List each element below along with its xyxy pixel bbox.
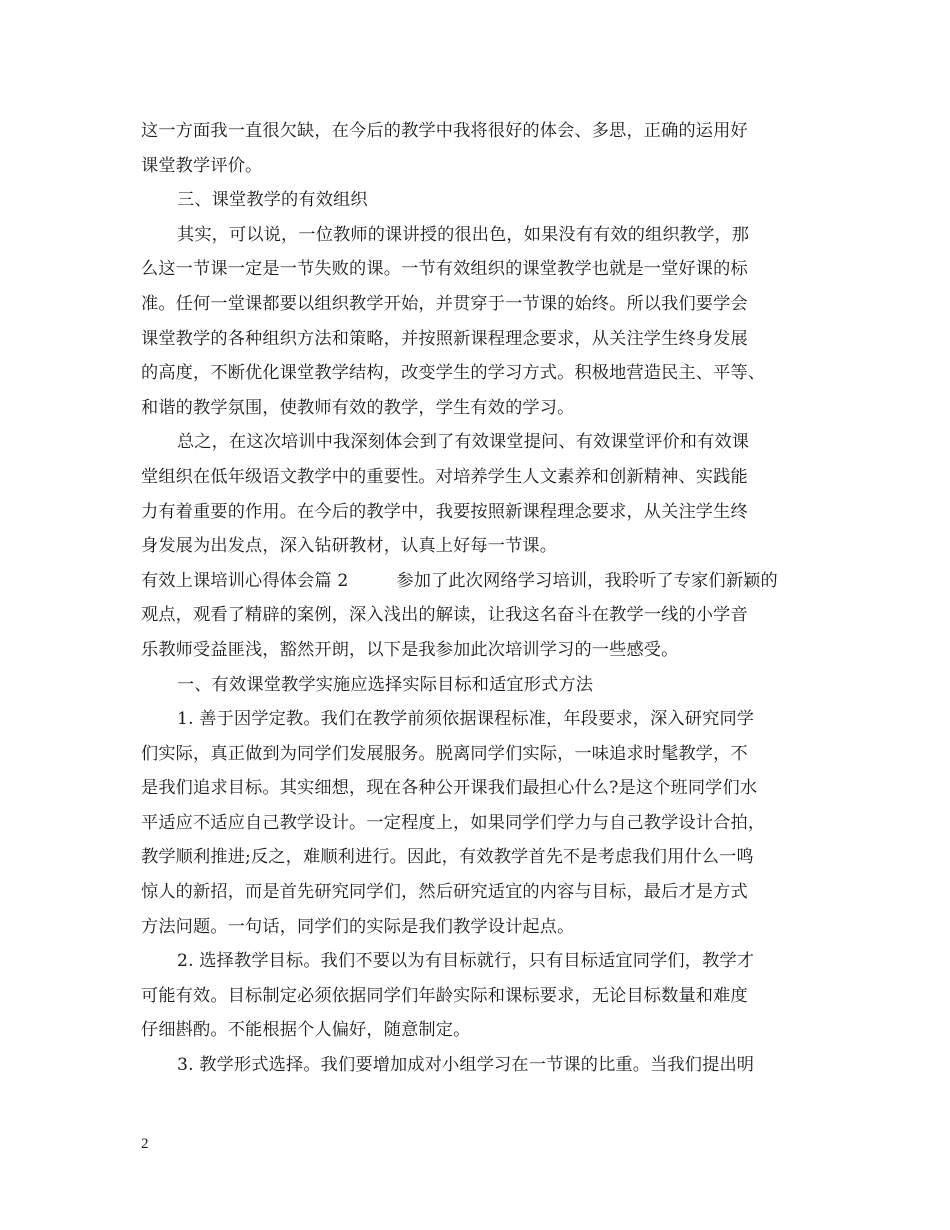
text-line: [141, 875, 821, 910]
text-line-content: 身发展为出发点，深入钻研教材，认真上好每一节课。: [141, 536, 558, 557]
text-line: [141, 391, 821, 426]
text-line: [141, 633, 821, 668]
text-line-content: 惊人的新招，而是首先研究同学们，然后研究适宜的内容与目标，最后才是方式: [141, 882, 748, 903]
text-line-content: 3. 教学形式选择。我们要增加成对小组学习在一节课的比重。当我们提出明: [177, 1055, 755, 1076]
text-line-content: 堂组织在低年级语文教学中的重要性。对培养学生人文素养和创新精神、实践能: [141, 466, 748, 487]
text-line-content: 可能有效。目标制定必须依据同学们年龄实际和课标要求，无论目标数量和难度: [141, 985, 748, 1006]
text-line-content: 2. 选择教学目标。我们不要以为有目标就行，只有目标适宜同学们，教学才: [177, 951, 755, 972]
text-line: [141, 564, 821, 599]
text-line: [141, 114, 821, 149]
text-line-content: 准。任何一堂课都要以组织教学开始，并贯穿于一节课的始终。所以我们要学会: [141, 293, 748, 314]
text-line: [141, 668, 821, 703]
text-line-content: 乐教师受益匪浅，豁然开朗，以下是我参加此次培训学习的一些感受。: [141, 639, 679, 660]
text-line-content: 这一方面我一直很欠缺，在今后的教学中我将很好的体会、多思，正确的运用好: [141, 121, 748, 141]
text-line: [141, 979, 821, 1014]
text-line-content: 总之，在这次培训中我深刻体会到了有效课堂提问、有效课堂评价和有效课: [177, 432, 750, 453]
text-line: [141, 1048, 821, 1083]
text-line: [141, 840, 821, 875]
text-line-content: 三、课堂教学的有效组织: [177, 190, 368, 211]
document-body: [141, 114, 821, 1083]
text-line: [141, 737, 821, 772]
text-line: [141, 149, 821, 184]
text-line-content: 的高度，不断优化课堂教学结构，改变学生的学习方式。积极地营造民主、平等、: [141, 363, 766, 384]
text-line-content: 们实际，真正做到为同学们发展服务。脱离同学们实际，一味追求时髦教学，不: [141, 743, 748, 764]
text-line-content: 1. 善于因学定教。我们在教学前须依据课程标准，年段要求，深入研究同学: [177, 709, 755, 730]
text-line: [141, 910, 821, 945]
text-line: [141, 598, 821, 633]
text-line-content: 方法问题。一句话，同学们的实际是我们教学设计起点。: [141, 916, 575, 937]
text-line-content: 课堂教学评价。: [141, 155, 263, 176]
text-line-content: 观点，观看了精辟的案例，深入浅出的解读，让我这名奋斗在教学一线的小学音: [141, 605, 748, 626]
text-line: [141, 702, 821, 737]
text-line: [141, 529, 821, 564]
text-line-content: 仔细斟酌。不能根据个人偏好，随意制定。: [141, 1020, 471, 1041]
text-line-content: 平适应不适应自己教学设计。一定程度上，如果同学们学力与自己教学设计合拍，: [141, 812, 766, 833]
text-line: [141, 218, 821, 253]
text-line: [141, 183, 821, 218]
text-line: [141, 944, 821, 979]
text-line-continuation: 参加了此次网络学习培训，我聆听了专家们新颖的: [396, 570, 778, 591]
text-line: [141, 425, 821, 460]
text-line: [141, 252, 821, 287]
text-line: [141, 322, 821, 357]
text-line-content: 其实，可以说，一位教师的课讲授的很出色，如果没有有效的组织教学，那: [177, 224, 750, 245]
text-line: [141, 806, 821, 841]
text-line-content: 力有着重要的作用。在今后的教学中，我要按照新课程理念要求，从关注学生终: [141, 501, 748, 522]
text-line: [141, 1013, 821, 1048]
text-line-content: 课堂教学的各种组织方法和策略，并按照新课程理念要求，从关注学生终身发展: [141, 328, 748, 349]
text-line: [141, 287, 821, 322]
text-line-content: 么这一节课一定是一节失败的课。一节有效组织的课堂教学也就是一堂好课的标: [141, 259, 748, 280]
text-line-content: 是我们追求目标。其实细想，现在各种公开课我们最担心什么?是这个班同学们水: [141, 778, 758, 799]
text-line: [141, 495, 821, 530]
text-line-content: 和谐的教学氛围，使教师有效的教学，学生有效的学习。: [141, 397, 575, 418]
text-line-content: 有效上课培训心得体会篇 2: [141, 570, 349, 591]
text-line: [141, 356, 821, 391]
text-line-content: 教学顺利推进;反之，难顺利进行。因此，有效教学首先不是考虑我们用什么一鸣: [141, 847, 754, 868]
text-line: [141, 460, 821, 495]
text-line-content: 一、有效课堂教学实施应选择实际目标和适宜形式方法: [177, 674, 594, 695]
page-number: 2: [141, 1136, 149, 1152]
text-line: [141, 771, 821, 806]
